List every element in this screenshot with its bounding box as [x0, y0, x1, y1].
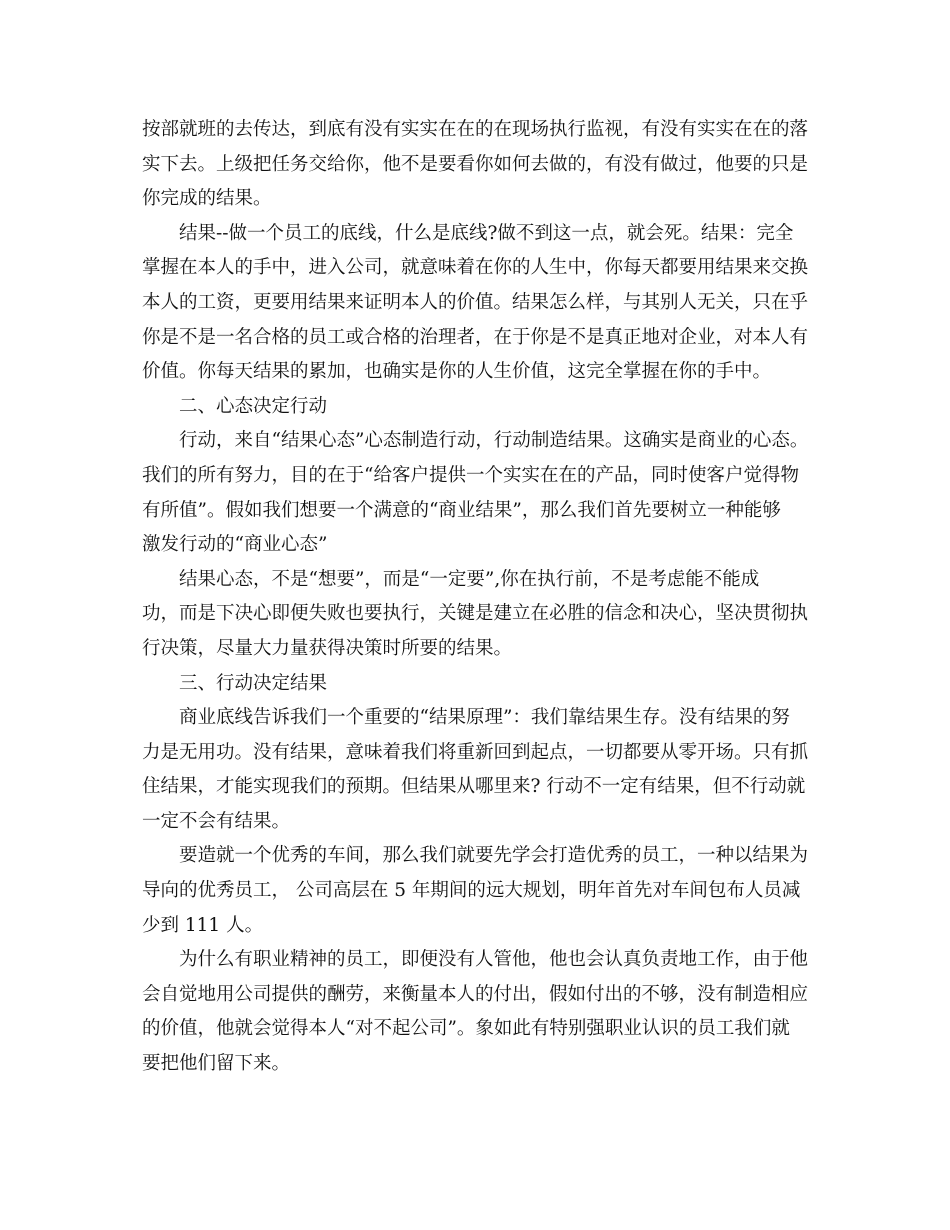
- text-line: 力是无用功。没有结果，意味着我们将重新回到起点，一切都要从零开场。只有抓: [142, 741, 809, 763]
- text-line: 导向的优秀员工， 公司高层在 5 年期间的远大规划，明年首先对车间包布人员减: [142, 880, 801, 902]
- text-line: 掌握在本人的手中，进入公司，就意味着在你的人生中，你每天都要用结果来交换: [142, 257, 809, 279]
- text-line: 结果心态，不是“想要”，而是“一定要”,你在执行前，不是考虑能不能成: [179, 568, 760, 590]
- text-line: 有所值”。假如我们想要一个满意的“商业结果”，那么我们首先要树立一种能够: [142, 499, 781, 521]
- text-line: 功，而是下决心即便失败也要执行，关键是建立在必胜的信念和决心，坚决贯彻执: [142, 603, 809, 625]
- text-line: 住结果，才能实现我们的预期。但结果从哪里来? 行动不一定有结果，但不行动就: [142, 776, 806, 798]
- text-line: 本人的工资，更要用结果来证明本人的价值。结果怎么样，与其别人无关，只在乎: [142, 291, 809, 313]
- text-line: 商业底线告诉我们一个重要的“结果原理”：我们靠结果生存。没有结果的努: [179, 707, 790, 729]
- text-line: 为什么有职业精神的员工，即便没有人管他，他也会认真负责地工作，由于他: [179, 949, 809, 971]
- text-line: 按部就班的去传达，到底有没有实实在在的在现场执行监视，有没有实实在在的落: [142, 119, 809, 140]
- document-body: [142, 113, 814, 1082]
- text-line: 激发行动的“商业心态”: [142, 534, 328, 556]
- text-line: 价值。你每天结果的累加，也确实是你的人生价值，这完全掌握在你的手中。: [142, 361, 772, 383]
- text-line: 你完成的结果。: [142, 188, 272, 210]
- text-line: 的价值，他就会觉得本人“对不起公司”。象如此有特别强职业认识的员工我们就: [142, 1018, 790, 1040]
- text-line: 行决策，尽量大力量获得决策时所要的结果。: [142, 637, 513, 659]
- text-line: 一定不会有结果。: [142, 810, 291, 832]
- text-line: 你是不是一名合格的员工或合格的治理者，在于你是不是真正地对企业，对本人有: [142, 326, 809, 348]
- text-line: 二、心态决定行动: [179, 395, 328, 417]
- text-line: 会自觉地用公司提供的酬劳，来衡量本人的付出，假如付出的不够，没有制造相应: [142, 983, 809, 1005]
- text-line: 少到 111 人。: [142, 914, 264, 936]
- text-line: 实下去。上级把任务交给你，他不是要看你如何去做的，有没有做过，他要的只是: [142, 153, 809, 175]
- text-line: 行动，来自“结果心态”心态制造行动，行动制造结果。这确实是商业的心态。: [179, 430, 809, 452]
- text-line: 我们的所有努力，目的在于“给客户提供一个实实在在的产品，同时使客户觉得物: [142, 464, 799, 486]
- text-line: 要造就一个优秀的车间，那么我们就要先学会打造优秀的员工，一种以结果为: [179, 845, 809, 867]
- text-line: 三、行动决定结果: [179, 672, 328, 694]
- text-line: 要把他们留下来。: [142, 1053, 291, 1075]
- text-line: 结果--做一个员工的底线，什么是底线?做不到这一点，就会死。结果：完全: [179, 222, 794, 244]
